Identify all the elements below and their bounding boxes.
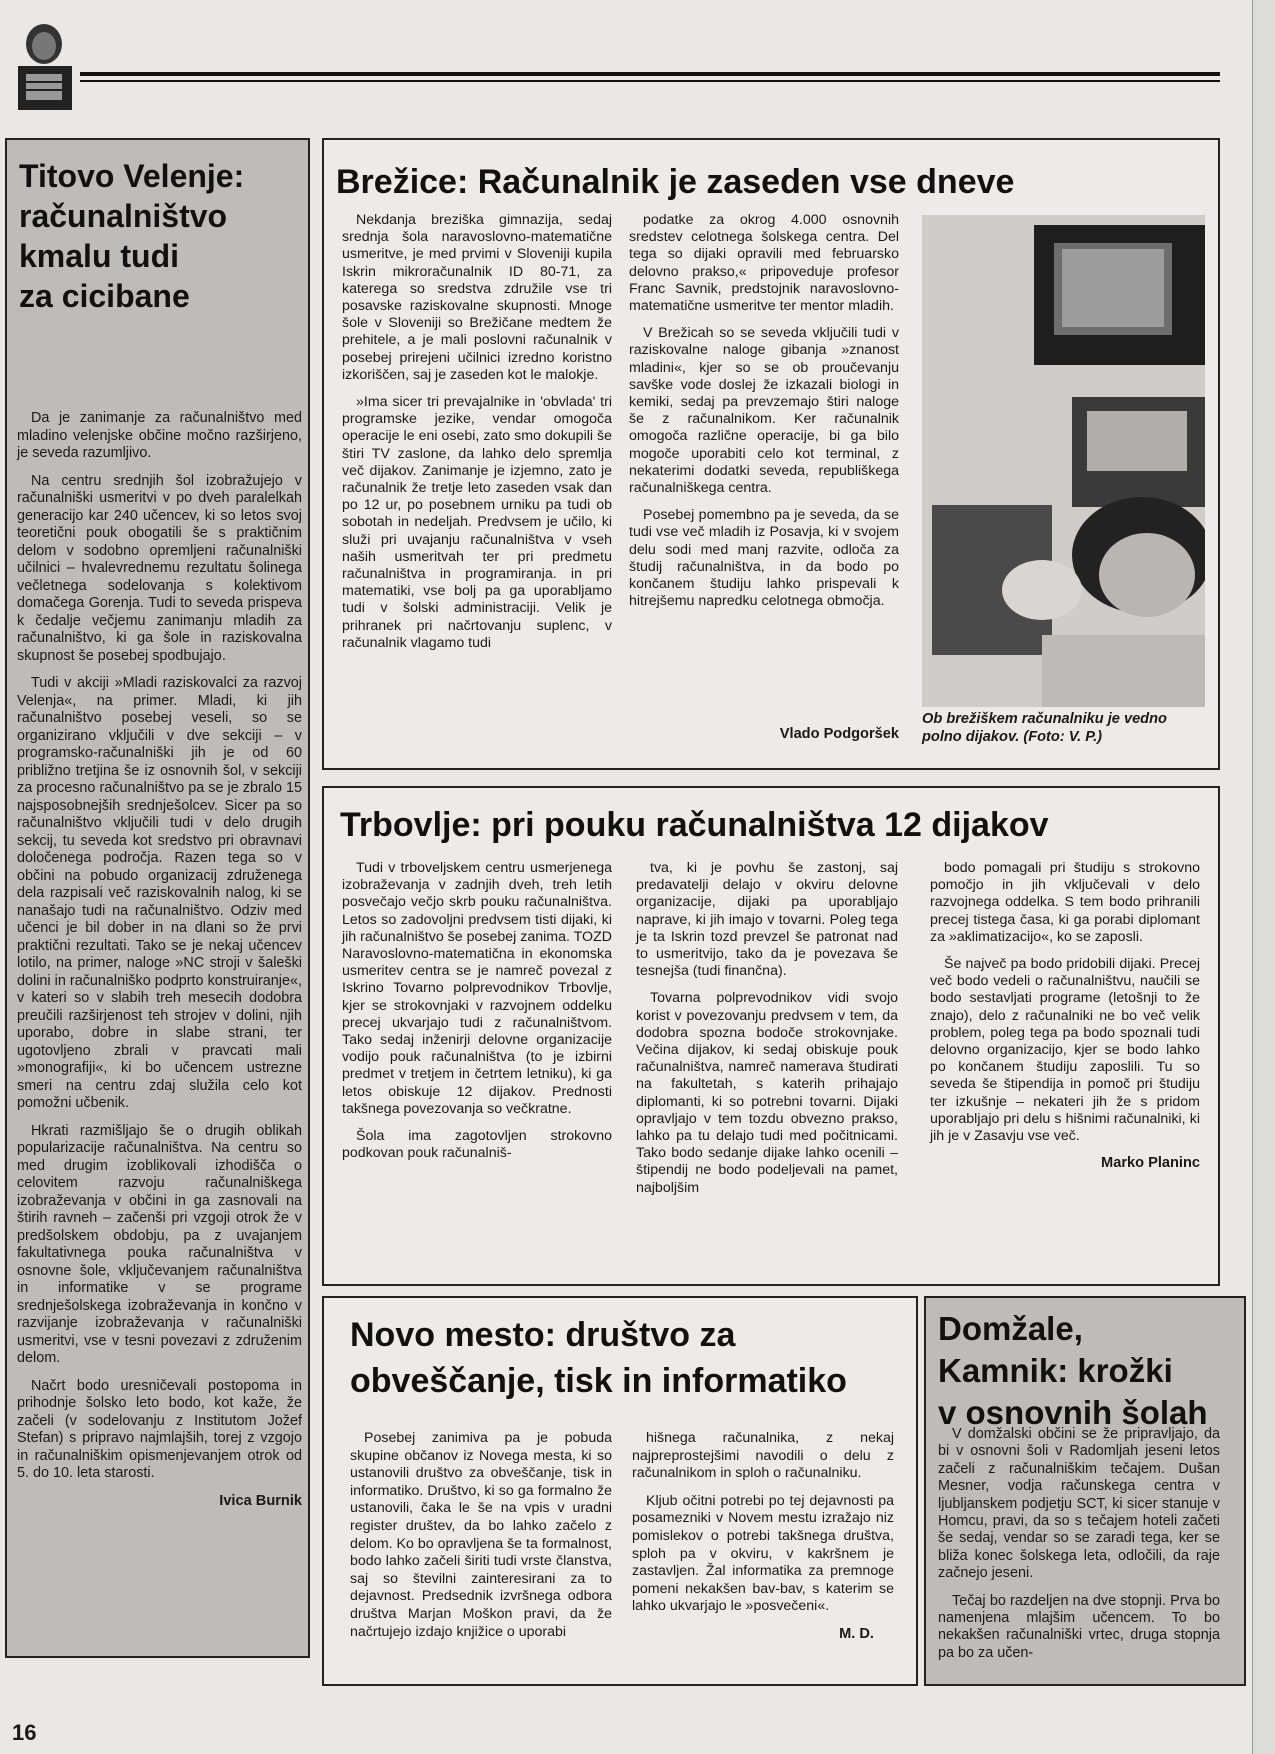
- paragraph: Na centru srednjih šol izobražujejo v računalniški usmeritvi v po dveh paralelkah generacijo kar 240 učencev, ki so letos svoj teoretični pouk obogatili še s praktičnim delom v sodobno opremljeni računalniški učilnici – hvalevrednemu rezultatu šolinega večletnega sodelovanja s kolektivom domačega Gorenja. Tudi to seveda prispeva k čedalje večjemu zanimanju mladih za računalništvo, ki ga šole in raziskovalna skupnost še posebej spodbujajo.: [17, 472, 302, 664]
- brezice-col-2: [629, 212, 899, 620]
- velenje-title-line: računalništvo: [19, 198, 228, 234]
- velenje-article: [5, 138, 310, 1658]
- novo-mesto-title: [350, 1312, 847, 1404]
- paragraph: Še največ pa bodo pridobili dijaki. Precej več bodo vedeli o računalništvu, naučili se bodo sestavljati programe (letošnji to že znajo), delo z računalniki ne bo več velik problem, poleg tega pa bodo spoznali tudi delovno organizacijo, kjer se bodo lahko po končanem študiju zaposlili. Tu so seveda še štipendija in pomoč pri študiju ter izkušnje – nekateri jih že s pridom uporabljajo pri delu s hišnimi računalniki, ki jih je v Zasavju vse več.: [930, 956, 1200, 1145]
- section-logo-figure: [4, 14, 82, 114]
- velenje-title-line: za cicibane: [19, 278, 190, 314]
- domzale-article: [924, 1296, 1246, 1686]
- brezice-article: [322, 138, 1220, 770]
- paragraph: Tudi v akciji »Mladi raziskovalci za razvoj Velenja«, na primer. Mladi, ki jih računalništvo posebej veseli, so se organizirano vključili v dve sekciji – v programsko-računalniški jih je od 60 približno tretjina še iz osnovnih šol, v sekciji za procesno računalništvo pa se je zbralo 15 najsposobnejših srednješolcev. Sicer pa so računalništvo vključili tudi v delo drugih sekcij, tu seveda kot sredstvo pri obravnavi določenega področja. Razen tega so v občini na pobudo organizacij združenega dela razpisali več raziskovalnih nalog, ki se nanašajo tudi na računalništvo. Odziv med učenci je bil dober in na dlani so že prvi praktični rezultati. Tako se je nekaj učencev lotilo, na primer, naloge »NC stroji v šaleški dolini in računalniško podprto konstruiranje«, v kateri so v slabih treh mesecih dodobra preučili razširjenost teh strojev v dolini, njih uporabo, dobre in slabe strani, ter ugotovljeno zbrali v pravcati mali »monografiji«, ki bo učencem ustrezne smeri na centru zdaj služila celo kot pomožni učbenik.: [17, 675, 302, 1111]
- paragraph: Kljub očitni potrebi po tej dejavnosti pa posamezniki v Novem mestu izražajo niz pomislekov o potrebi takšnega društva, sploh pa v okviru, v kakršnem je zastavljen. Žal informatika za premnoge pomeni nekakšen bav-bav, s katerim se lahko ukvarjajo le »posvečeni«.: [632, 1492, 894, 1615]
- paragraph: hišnega računalnika, z nekaj najpreprostejšimi navodili o delu z računalnikom in sploh o računalniku.: [632, 1430, 894, 1482]
- paragraph: Načrt bodo uresničevali postopoma in prihodnje šolsko leto bodo, kot kaže, že začeli (v sodelovanju z Institutom Jožef Stefan) s pripravo najmlajših, torej z vzgojo in računalniškim opismenjevanjem otrok od 5. do 10. leta starosti.: [17, 1377, 302, 1481]
- paragraph: »Ima sicer tri prevajalnike in 'obvlada' tri programske jezike, vendar omogoča operacije le eni osebi, zato smo dokupili še štiri TV zaslone, da lahko delo spremlja več dijakov. Zanimanje je izjemno, zato je računalnik že tretje leto zaseden vsak dan po 12 ur, po posebnem urniku pa tudi ob sobotah in nedeljah. Predvsem je učilo, ki služi pri uvajanju računalništva v vseh naših usmeritvah ter pri predmetu računalništva in programiranja. in pri matematiki, vse bolj pa ga uporabljamo tudi v šolski administraciji. Velik je prihranek pri načrtovanju suplenc, v računalnik vlagamo tudi: [342, 394, 612, 651]
- paragraph: Tečaj bo razdeljen na dve stopnji. Prva bo namenjena mlajšim učencem. To bo nekakšen računalniški vrtec, druga stopnja pa bo za učen-: [938, 1592, 1220, 1661]
- velenje-title: [19, 156, 244, 316]
- trbovlje-col-3: [930, 860, 1200, 1172]
- trbovlje-col-1: [342, 860, 612, 1172]
- paragraph: V Brežicah so se seveda vključili tudi v raziskovalne naloge gibanja »znanost mladini«, kjer so se ob proučevanju savške vode doslej že izkazali biologi in kemiki, sedaj pa prevzemajo štiri naloge še z računalnikom. Ker računalnik omogoča različne operacije, bi ga bilo mogoče uporabiti celo kot terminal, z nekaterimi dodatki seveda, republiškega računalniškega centra.: [629, 325, 899, 497]
- novo-mesto-title-line: Novo mesto: društvo za: [350, 1316, 736, 1354]
- brezice-caption: Ob brežiškem računalniku je vedno polno dijakov. (Foto: V. P.): [922, 711, 1167, 745]
- paragraph: Posebej pomembno pa je seveda, da se tudi vse več mladih iz Posavja, ki v svojem delu sodi med manj razvite, odloča za študij računalništva, in da bodo po končanem študiju lahko prispevali k hitrejšemu napredku celotnega območja.: [629, 507, 899, 610]
- page-edge: [1252, 0, 1275, 1754]
- header-rule: [80, 72, 1220, 76]
- trbovlje-col-2: [636, 860, 898, 1207]
- paragraph: bodo pomagali pri študiju s strokovno pomočjo in jih vključevali v delo razvojnega oddelka. S tem bodo prihranili precej tistega časa, ki ga porabi diplomant za »aklimatizacijo«, ko se zaposli.: [930, 860, 1200, 945]
- paragraph: podatke za okrog 4.000 osnovnih sredstev celotnega šolskega centra. Del tega so dijaki opravili med februarsko delovno prakso,« pripoveduje profesor Franc Savnik, predstojnik naravoslovno-matematične usmeritve ter mentor mladih.: [629, 212, 899, 315]
- velenje-body: [17, 410, 302, 1510]
- paragraph: Da je zanimanje za računalništvo med mladino velenjske občine močno razširjeno, je seveda razumljivo.: [17, 410, 302, 461]
- paragraph: Tudi v trboveljskem centru usmerjenega izobraževanja v zadnjih dveh, treh letih posvečajo večjo skrb pouku računalništva. Letos so zadovoljni predvsem tisti dijaki, ki jih računalništvo še posebej zanima. TOZD Naravoslovno-matematična in ekonomska usmeritev centra se je namreč povezal z Iskrino Tovarno polprevodnikov Trbovlje, kjer se strokovnjaki v razvojnem oddelku precej ukvarjajo tudi z računalništvom. Tako sedaj inženirji delovne organizacije vodijo pouk računalništva (to je izbirni predmet v tretjem in četrtem letniku), ki ga letos obiskuje 12 dijakov. Prednosti takšnega povezovanja so večkratne.: [342, 860, 612, 1117]
- domzale-title-line: Kamnik: krožki: [938, 1352, 1173, 1389]
- brezice-col-1: [342, 212, 612, 662]
- paragraph: Posebej zanimiva pa je pobuda skupine občanov iz Novega mesta, ki so ustanovili društvo za obveščanje, tisk in informatiko. Društvo, ki so ga formalno že ustanovili, čaka le še na vpis v uradni register društev, da bo lahko začelo z delom. Ko bo opravljena še ta formalnost, bodo lahko začeli širiti tudi vrste članstva, saj so številni zainteresirani za to dejavnost. Predsednik izvršnega odbora društva Marjan Moškon pravi, da že načrtujejo izdajo knjižice o uporabi: [350, 1430, 612, 1640]
- novo-mesto-byline: M. D.: [839, 1625, 874, 1642]
- novo-mesto-title-line: obveščanje, tisk in informatiko: [350, 1362, 847, 1400]
- domzale-title-line: Domžale,: [938, 1310, 1083, 1347]
- paragraph: V domžalski občini se že pripravljajo, da bi v osnovni šoli v Radomljah jeseni letos začeli z računalniškim tečajem. Dušan Mesner, vodja računskega centra v ljubljanskem podjetju SCT, ki sicer stanuje v Homcu, pravi, da so s tečajem hoteli začeti še sedaj, vendar so se zaradi tega, ker se bliža konec šolskega leta, odločili, da raje začnejo jeseni.: [938, 1426, 1220, 1582]
- brezice-title: Brežice: Računalnik je zaseden vse dneve: [336, 163, 1015, 201]
- page-number: 16: [12, 1720, 37, 1745]
- paragraph: tva, ki je povhu še zastonj, saj predavatelji delajo v okviru delovne organizacije, dijaki pa uporabljajo naprave, ki jih imajo v tovarni. Poleg tega je ta Iskrin tozd prevzel še patronat nad to usmeritvijo, tako da je povezava še tesnejša (tudi finančna).: [636, 860, 898, 980]
- velenje-title-line: kmalu tudi: [19, 238, 180, 274]
- velenje-title-line: Titovo Velenje:: [19, 158, 245, 194]
- paragraph: Nekdanja breziška gimnazija, sedaj srednja šola naravoslovno-matematične usmeritve, je med prvimi v Sloveniji kupila Iskrin mikroračunalnik ID 80-71, za katerega so sredstva združile vse tri posavske raziskovalne skupnosti. Mnoge šole v Sloveniji so Brežičane medtem že prehitele, a je mali poslovni računalnik v posebej prirejeni učilnici izredno koristno izkoriščen, saj je zaseden kot le malokje.: [342, 212, 612, 383]
- domzale-body: [938, 1426, 1220, 1672]
- paragraph: Tovarna polprevodnikov vidi svojo korist v povezovanju predvsem v tem, da dodobra spozna bodoče strokovnjake. Večina dijakov, ki sedaj obiskuje pouk računalništva, namreč namerava študirati na fakultetah, s katerih prihajajo diplomanti, ki so potrebni tovarni. Dijaki opravljajo v tem tozdu obvezno prakso, lahko pa tu delajo tudi med počitnicami. Tako bodo sedanje dijake lahko ocenili – štipendij ne bodo podeljevali na pamet, najboljšim: [636, 990, 898, 1196]
- trbovlje-article: [322, 786, 1220, 1286]
- domzale-title: [938, 1308, 1208, 1434]
- domzale-title-line: v osnovnih šolah: [938, 1394, 1208, 1431]
- brezice-photo: [922, 215, 1205, 707]
- header-rule-thin: [80, 80, 1220, 82]
- brezice-byline: Vlado Podgoršek: [779, 726, 899, 742]
- novo-mesto-article: [322, 1296, 918, 1686]
- trbovlje-byline: Marko Planinc: [1101, 1155, 1200, 1172]
- paragraph: Hkrati razmišljajo še o drugih oblikah popularizacije računalništva. Na centru so med drugim izoblikovali izhodišča o celovitem razvoju računalniškega izobraževanja v občini in ga zasnovali na štirih ravneh – začenši pri vzgoji otrok že v predšolskem obdobju, pa z uvajanjem fakultativnega pouka računalništva v osnovne šole, vključevanjem računalništva in informatike v se programe srednješolskega izobraževanja in končno v razvijanje izobraževanja v računalniški usmeritvi, vse v tesni povezavi z združenim delom.: [17, 1122, 302, 1366]
- velenje-byline: Ivica Burnik: [219, 1492, 302, 1509]
- novo-mesto-col-1: [350, 1430, 612, 1651]
- trbovlje-title: Trbovlje: pri pouku računalništva 12 dijakov: [340, 806, 1049, 844]
- novo-mesto-col-2: [632, 1430, 894, 1644]
- paragraph: Šola ima zagotovljen strokovno podkovan pouk računalniš-: [342, 1128, 612, 1162]
